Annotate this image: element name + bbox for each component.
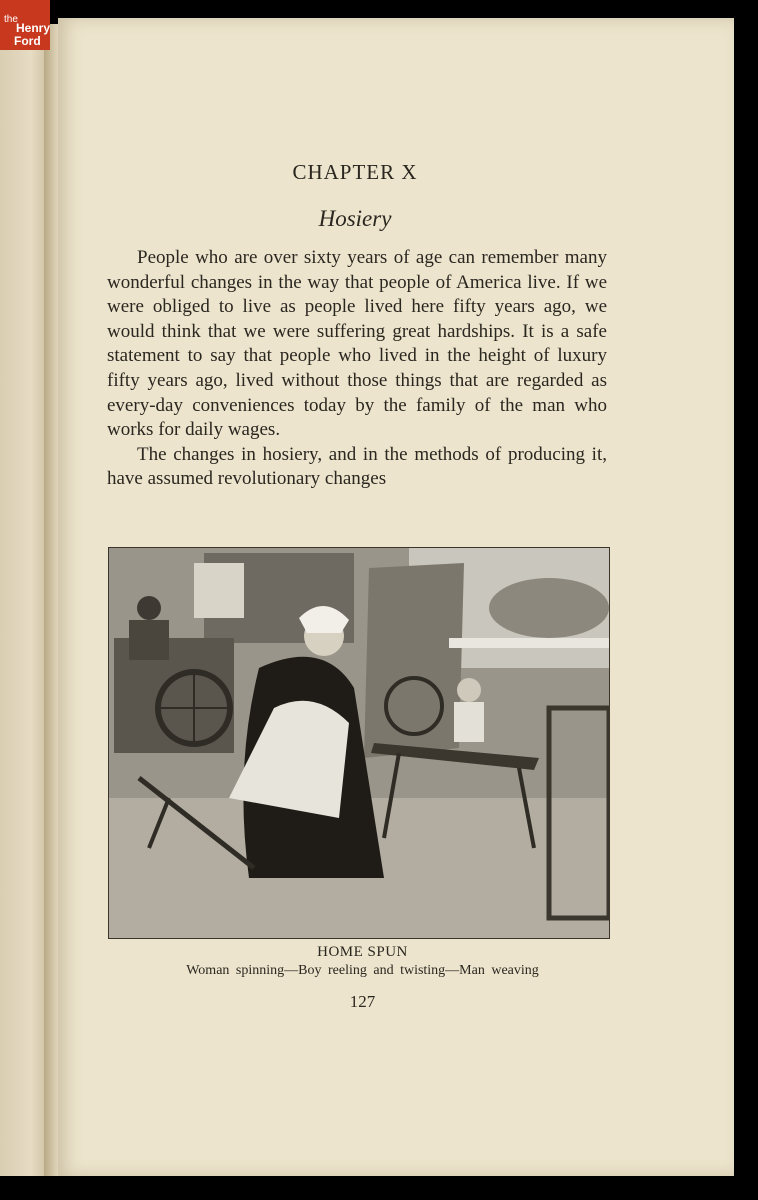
logo-text-ford: Ford (14, 34, 41, 48)
illustration-caption-subtitle: Woman spinning—Boy reeling and twisting—Man weaving (186, 963, 539, 978)
henry-ford-logo[interactable] (0, 0, 50, 50)
home-spun-illustration (108, 547, 610, 939)
paragraph-1: People who are over sixty years of age can remember many wonderful changes in the way that people of America live. If we were obliged to live as people lived here fifty years ago, we would think that we were suffering great hardships. It is a safe statement to say that people who lived in the height of luxury fifty years ago, lived without those things that are regarded as every-day conveniences today by the family of the man who works for daily wages. (107, 247, 607, 441)
logo-text-henry: Henry (16, 21, 51, 35)
paragraph-2: The changes in hosiery, and in the methods of producing it, have assumed revolutionary changes (107, 443, 607, 490)
illustration-drawing (109, 548, 609, 938)
chapter-heading: CHAPTER X (292, 160, 418, 184)
chapter-title: Hosiery (318, 206, 392, 231)
page-number: 127 (349, 992, 376, 1011)
logo-text-the: the (4, 14, 18, 25)
illustration-caption-title: HOME SPUN (317, 944, 408, 960)
body-text (107, 246, 607, 492)
